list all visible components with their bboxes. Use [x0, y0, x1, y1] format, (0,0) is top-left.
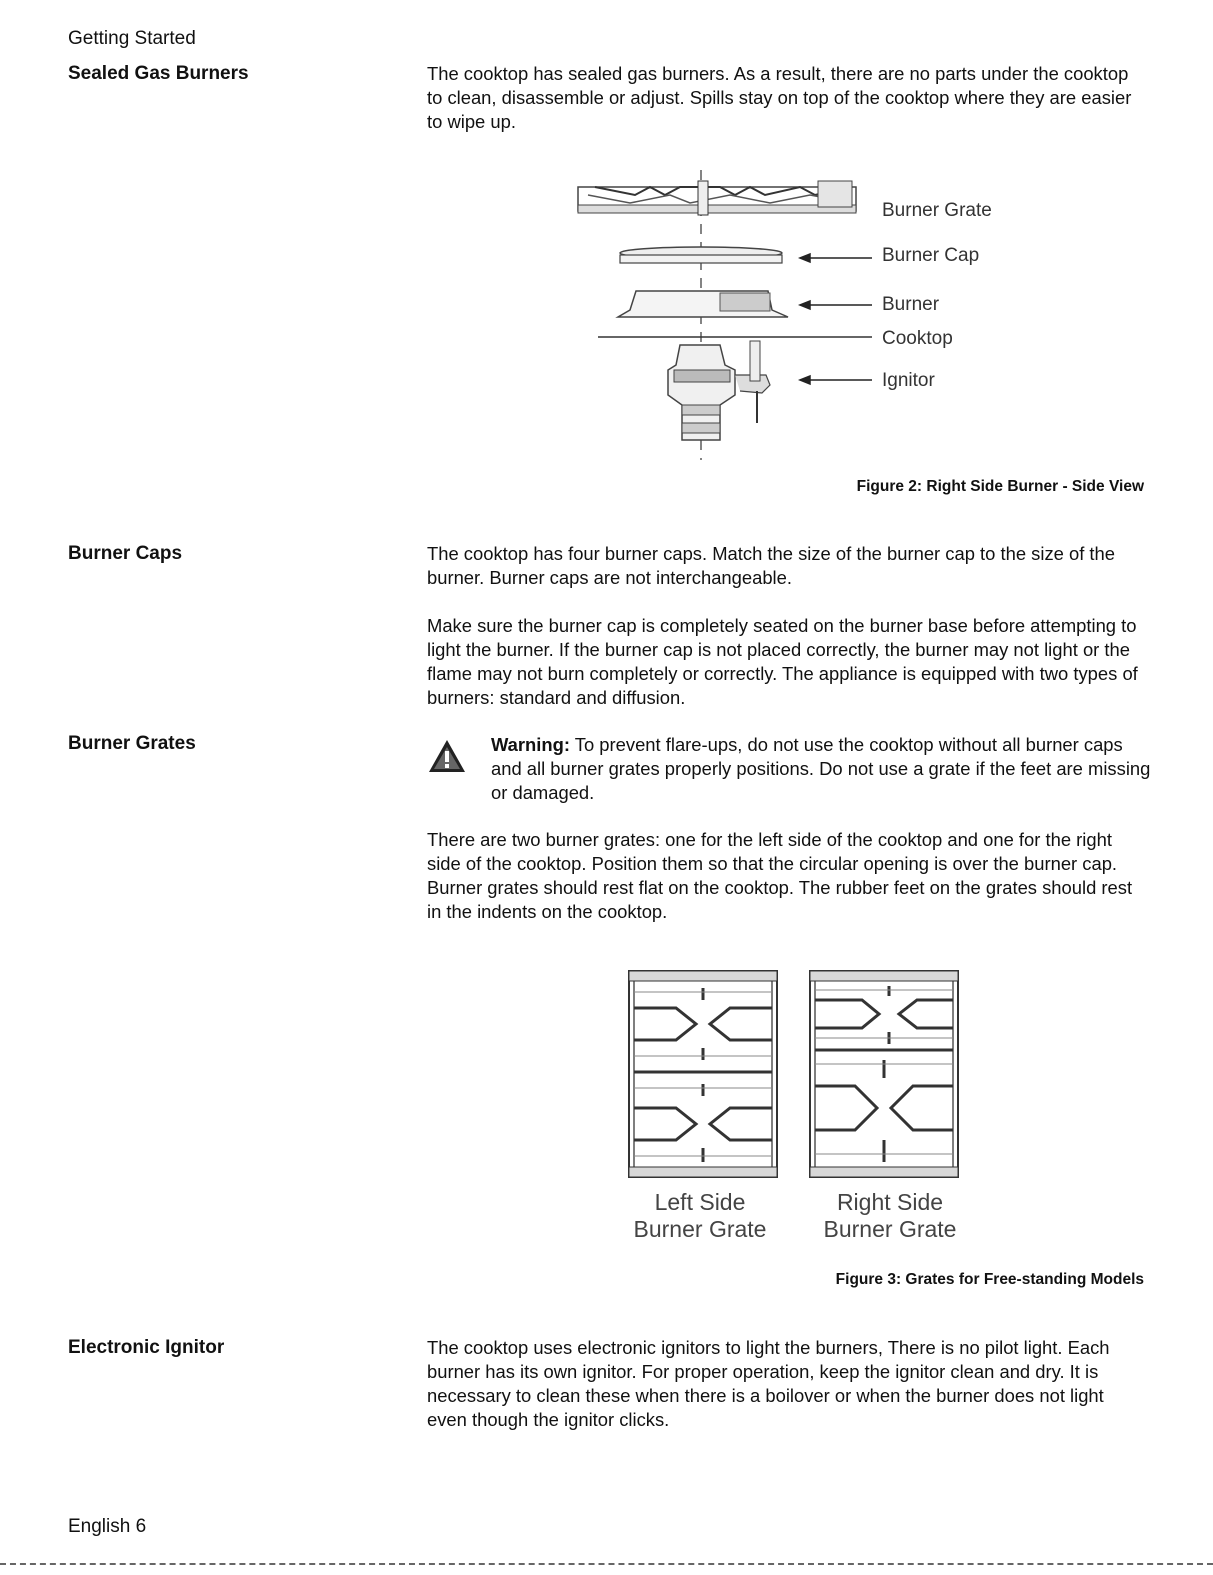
right-grate-label-line-2: Burner Grate	[823, 1216, 957, 1242]
warning-note	[491, 733, 1151, 805]
left-side-grate-drawing	[626, 968, 781, 1183]
warning-text: To prevent flare-ups, do not use the cooktop without all burner caps and all burner grates properly positions. Do not use a grate if the feet are missing or damaged.	[491, 734, 1151, 803]
label-burner-cap: Burner Cap	[882, 245, 980, 266]
page-footer: English 6	[68, 1516, 147, 1537]
right-grate-label-line-1: Right Side	[836, 1189, 944, 1215]
burner-drawing	[618, 291, 788, 317]
heading-burner-grates: Burner Grates	[68, 733, 196, 754]
label-burner: Burner	[882, 294, 940, 315]
heading-burner-caps: Burner Caps	[68, 543, 183, 564]
left-grate-label	[610, 1189, 790, 1243]
left-grate-label-line-1: Left Side	[654, 1189, 746, 1215]
label-ignitor: Ignitor	[882, 370, 935, 391]
grates-text: There are two burner grates: one for the left side of the cooktop and one for the right side of the cooktop. Position them so that the circular opening is over the burner cap. Burner grates should rest flat on the cooktop. The rubber feet on the grates should rest in the indents on the cooktop.	[427, 829, 1133, 922]
burner-grate-drawing	[578, 181, 856, 215]
ignitor-drawing	[668, 341, 770, 440]
figure-3-caption: Figure 3: Grates for Free-standing Models	[835, 1271, 1144, 1288]
left-grate-label-line-2: Burner Grate	[633, 1216, 767, 1242]
caps-text-1: The cooktop has four burner caps. Match the size of the burner cap to the size of the burner. Burner caps are not interchangeable.	[427, 543, 1115, 588]
running-header: Getting Started	[68, 28, 196, 49]
burner-cap-drawing	[620, 247, 782, 263]
heading-sealed-gas-burners: Sealed Gas Burners	[68, 63, 249, 84]
caps-text-2: Make sure the burner cap is completely seated on the burner base before attempting to light the burner. If the burner cap is not placed correctly, the burner may not light or the flame may not burn completely or correctly. The appliance is equipped with two types of burners: standard and diffusion.	[427, 615, 1138, 708]
figure-2-caption: Figure 2: Right Side Burner - Side View	[856, 478, 1144, 495]
label-burner-grate: Burner Grate	[882, 200, 992, 221]
paragraph-burner-caps	[427, 542, 1147, 710]
warning-triangle-icon	[427, 738, 467, 774]
sealed-text: The cooktop has sealed gas burners. As a result, there are no parts under the cooktop to clean, disassemble or adjust. Spills stay on top of the cooktop where they are easier to wipe up.	[427, 63, 1132, 132]
paragraph-sealed-gas-burners	[427, 62, 1147, 134]
heading-electronic-ignitor: Electronic Ignitor	[68, 1337, 225, 1358]
warning-label: Warning:	[491, 734, 570, 755]
paragraph-burner-grates	[427, 828, 1147, 924]
right-grate-label	[800, 1189, 980, 1243]
ignitor-text: The cooktop uses electronic ignitors to light the burners, There is no pilot light. Each burner has its own ignitor. For proper operation, keep the ignitor clean and dry. It is necessary to clean these when there is a boilover or when the burner does not light even though the ignitor clicks.	[427, 1337, 1110, 1430]
label-cooktop: Cooktop	[882, 328, 953, 349]
burner-side-view-diagram	[570, 165, 880, 465]
bottom-border	[0, 1563, 1213, 1565]
paragraph-electronic-ignitor	[427, 1336, 1147, 1432]
right-side-grate-drawing	[807, 968, 962, 1183]
